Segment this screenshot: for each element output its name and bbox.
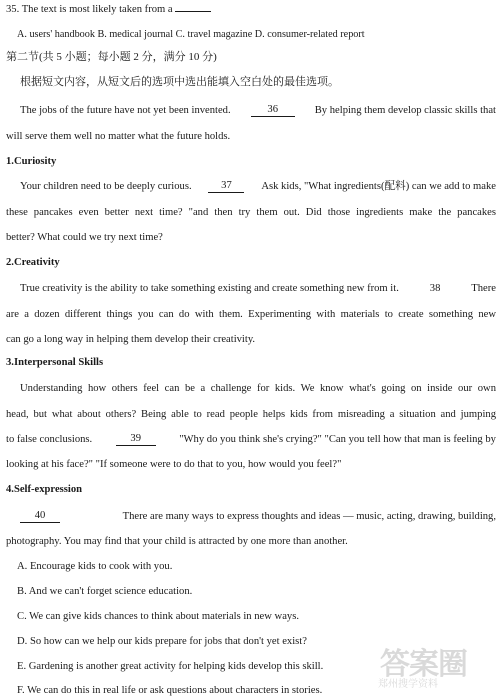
blank-39-number: 39 <box>130 433 142 444</box>
answer-blank-36[interactable] <box>251 104 295 117</box>
watermark-big-text: 答案圈 <box>380 647 467 682</box>
interpersonal-line-3 <box>6 433 496 446</box>
interpersonal-line-1: Understanding how others feel can be a challenge for kids. We know what's going on inside our own <box>20 383 496 394</box>
question-35-stem <box>6 3 211 16</box>
curiosity-line-1 <box>20 180 496 193</box>
creativity-line-2: are a dozen different things you can do with them. Experimenting with materials to create something new <box>6 309 496 320</box>
curiosity-text-a: Your children need to be deeply curious. <box>20 181 192 192</box>
heading-curiosity: 1.Curiosity <box>6 156 57 167</box>
heading-interpersonal: 3.Interpersonal Skills <box>6 357 104 368</box>
intro-text-b: By helping them develop classic skills that <box>314 105 496 116</box>
heading-self-expression: 4.Self-expression <box>6 484 83 495</box>
choice-a[interactable]: A. Encourage kids to cook with you. <box>17 561 173 572</box>
question-35-options: A. users' handbook B. medical journal C. travel magazine D. consumer-related report <box>17 29 365 40</box>
intro-text-a: The jobs of the future have not yet been invented. <box>20 105 231 116</box>
curiosity-line-2: these pancakes even better next time? "and then try them out. Did those ingredients make the pancakes <box>6 207 496 218</box>
watermark-logo <box>376 639 494 695</box>
blank-36-number: 36 <box>267 104 278 115</box>
choice-f[interactable]: F. We can do this in real life or ask questions about characters in stories. <box>17 685 323 696</box>
creativity-text-a: True creativity is the ability to take something existing and create something new from it. <box>20 283 399 294</box>
intro-line-1 <box>20 104 496 117</box>
blank-38-number: 38 <box>429 283 441 294</box>
question-35-text: 35. The text is most likely taken from a <box>6 4 173 15</box>
choice-e[interactable]: E. Gardening is another great activity for helping kids develop this skill. <box>17 661 324 672</box>
choice-d[interactable]: D. So how can we help our kids prepare for jobs that don't yet exist? <box>17 636 307 647</box>
expression-text-a: There are many ways to express thoughts and ideas — music, acting, drawing, building, <box>122 511 496 522</box>
choice-b[interactable]: B. And we can't forget science education. <box>17 586 193 597</box>
section-instruction: 根据短文内容，从短文后的选项中选出能填入空白处的最佳选项。 <box>20 76 339 88</box>
interpersonal-text-d: "Why do you think she's crying?" "Can you tell how that man is feeling by <box>179 434 496 445</box>
blank-37-number: 37 <box>221 180 232 191</box>
answer-blank-35[interactable] <box>175 11 211 12</box>
blank-40-number: 40 <box>34 510 46 521</box>
watermark-small-text: 郑州搜学资料 <box>378 679 438 690</box>
creativity-text-b: There <box>471 283 496 294</box>
creativity-line-3: can go a long way in helping them develop their creativity. <box>6 334 256 345</box>
choice-c[interactable]: C. We can give kids chances to think about materials in new ways. <box>17 611 299 622</box>
interpersonal-line-4: looking at his face?" "If someone were to do that to you, how would you feel?" <box>6 459 342 470</box>
interpersonal-text-c: to false conclusions. <box>6 434 93 445</box>
curiosity-line-3: better? What could we try next time? <box>6 232 163 243</box>
expression-line-2: photography. You may find that your child is attracted by one more than another. <box>6 536 348 547</box>
section-header: 第二节(共 5 小题；每小题 2 分，满分 10 分) <box>6 51 217 63</box>
curiosity-text-b: Ask kids, "What ingredients(配料) can we add to make <box>261 181 496 192</box>
creativity-line-1 <box>20 282 496 295</box>
expression-line-1 <box>20 510 496 523</box>
intro-line-2: will serve them well no matter what the future holds. <box>6 131 231 142</box>
interpersonal-line-2: head, but what about others? Being able to read people helps kids from misreading a situation and jumping <box>6 409 496 420</box>
answer-blank-40[interactable] <box>20 510 60 523</box>
answer-blank-38[interactable] <box>420 282 450 295</box>
heading-creativity: 2.Creativity <box>6 257 60 268</box>
answer-blank-39[interactable] <box>116 433 156 446</box>
answer-blank-37[interactable] <box>208 180 244 193</box>
